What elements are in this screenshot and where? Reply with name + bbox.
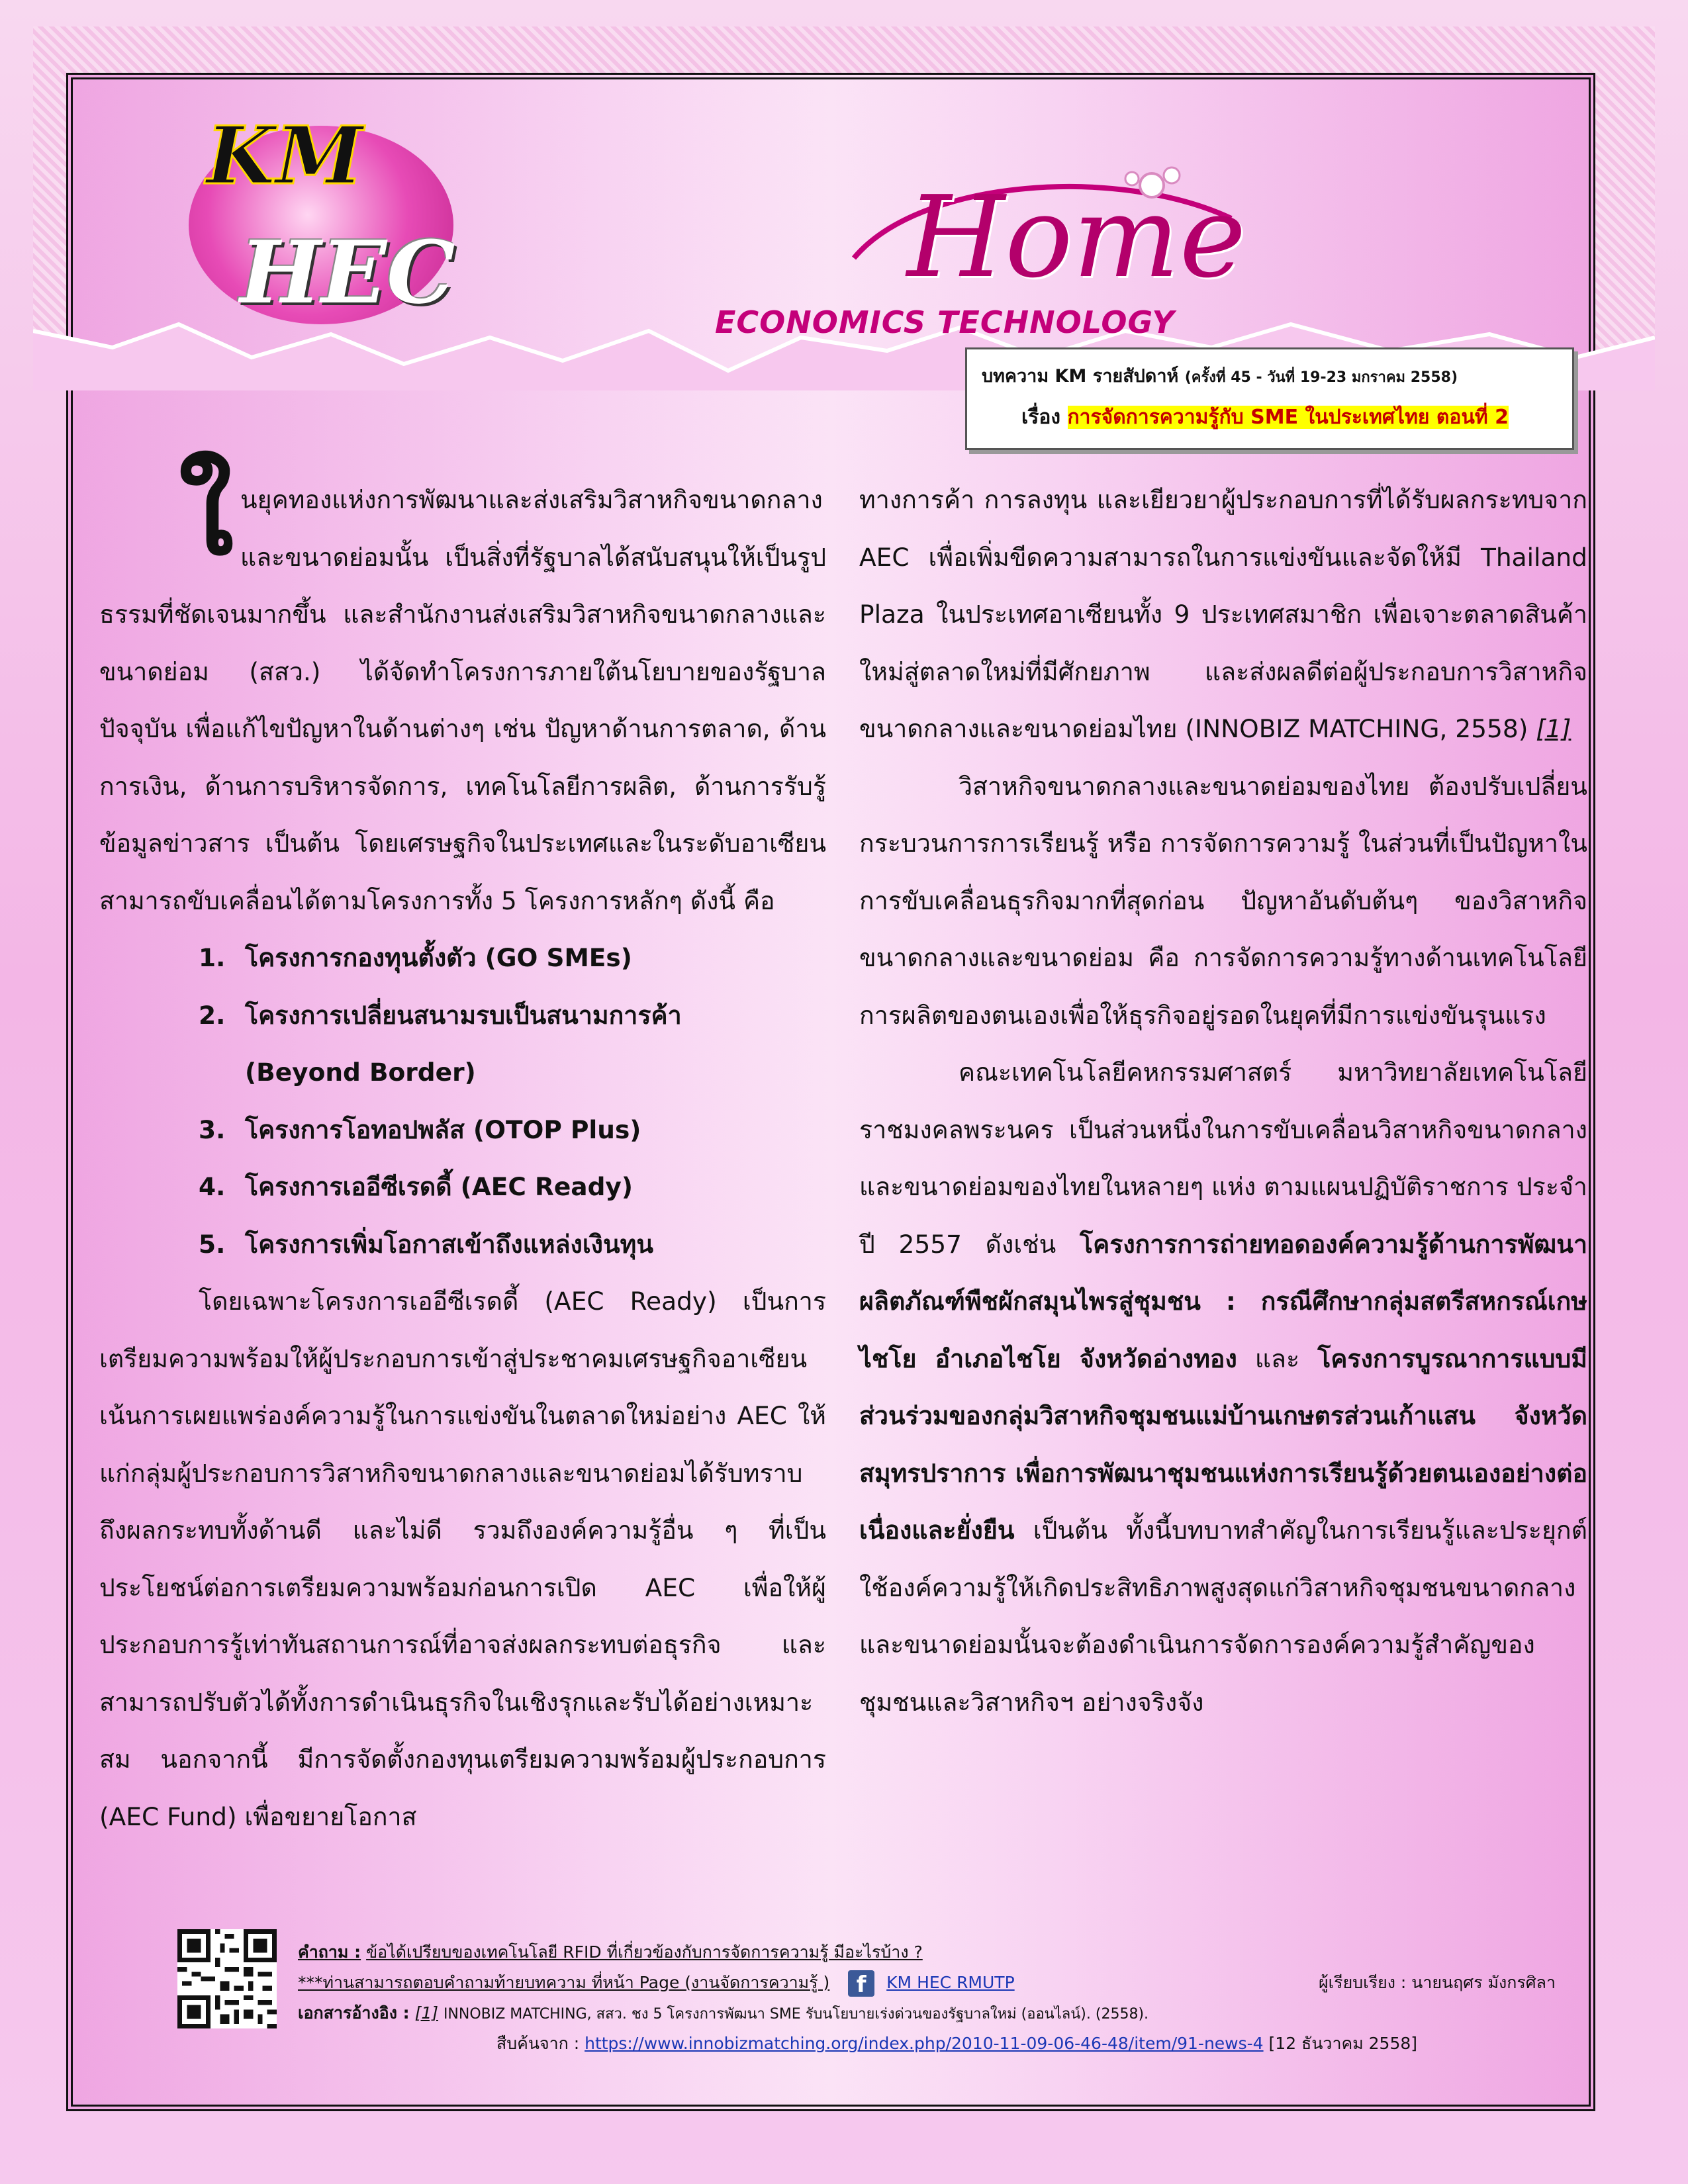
question-row xyxy=(298,1939,1556,1970)
continued-paragraph xyxy=(859,471,1587,758)
answer-note: ***ท่านสามารถตอบคำถามท้ายบทความ ที่หน้า Page (งานจัดการความรู้ ) xyxy=(298,1973,830,1992)
reference-text: INNOBIZ MATCHING, สสว. ชง 5 โครงการพัฒนา SME รับนโยบายเร่งด่วนของรัฐบาลใหม่ (ออนไลน์). (2558). xyxy=(443,2006,1149,2023)
faculty-paragraph xyxy=(859,1044,1587,1731)
intro-text: นยุคทองแห่งการพัฒนาและส่งเสริมวิสาหกิจขนาดกลางและขนาดย่อมนั้น เป็นสิ่งที่รัฐบาลได้สนับสนุนให้เป็นรูปธรรมที่ชัดเจนมากขึ้น และสำนักงานส่งเสริมวิสาหกิจขนาดกลางและขนาดย่อม (สสว.) ได้จัดทำโครงการภายใต้นโยบายของรัฐบาลปัจจุบัน เพื่อแก้ไขปัญหาในด้านต่างๆ เช่น ปัญหาด้านการตลาด, ด้านการเงิน, ด้านการบริหารจัดการ, เทคโนโลยีการผลิต, ด้านการรับรู้ข้อมูลข่าวสาร เป็นต้น โดยเศรษฐกิจในประเทศและในระดับอาเซียนสามารถขับเคลื่อนได้ตามโครงการทั้ง 5 โครงการหลักๆ ดังนี้ คือ xyxy=(99,485,826,915)
source-label: สืบค้นจาก : xyxy=(496,2034,580,2053)
right-column xyxy=(859,471,1587,1731)
home-logo-script: Home xyxy=(907,172,1246,303)
article-series-line xyxy=(982,361,1558,390)
project-list-item-2-cont: (Beyond Border) xyxy=(245,1058,476,1087)
question-label: คำถาม : xyxy=(298,1942,361,1962)
reference-link-1[interactable]: [1] xyxy=(1536,714,1571,743)
aec-ready-paragraph: โดยเฉพาะโครงการเออีซีเรดดี้ (AEC Ready) เป็นการเตรียมความพร้อมให้ผู้ประกอบการเข้าสู่ประชาคมเศรษฐกิจอาเซียน เน้นการเผยแพร่องค์ความรู้ในการแข่งขันในตลาดใหม่อย่าง AEC ให้แก่กลุ่มผู้ประกอบการวิสาหกิจขนาดกลางและขนาดย่อมได้รับทราบถึงผลกระทบทั้งด้านดี และไม่ดี รวมถึงองค์ความรู้อื่น ๆ ที่เป็นประโยชน์ต่อการเตรียมความพร้อมก่อนการเปิด AEC เพื่อให้ผู้ประกอบการรู้เท่าทันสถานการณ์ที่อาจส่งผลกระทบต่อธุรกิจ และสามารถปรับตัวได้ทั้งการดำเนินธุรกิจในเชิงรุกและรับได้อย่างเหมาะสม นอกจากนี้ มีการจัดตั้งกองทุนเตรียมความพร้อมผู้ประกอบการ (AEC Fund) เพื่อขยายโอกาส xyxy=(99,1287,826,1831)
project-list-item-5 xyxy=(99,1216,826,1273)
km-logo-text: KM xyxy=(206,109,363,203)
list-number: 5. xyxy=(199,1229,226,1259)
sme-learning-paragraph: วิสาหกิจขนาดกลางและขนาดย่อมของไทย ต้องปรับเปลี่ยนกระบวนการการเรียนรู้ หรือ การจัดการความรู้ ในส่วนที่เป็นปัญหาในการขับเคลื่อนธุรกิจมากที่สุดก่อน ปัญหาอันดับต้นๆ ของวิสาหกิจขนาดกลางและขนาดย่อม คือ การจัดการความรู้ทางด้านเทคโนโลยีการผลิตของตนเองเพื่อให้ธุรกิจอยู่รอดในยุคที่มีการแข่งขันรุนแรง xyxy=(859,771,1587,1030)
list-text: โครงการโอทอปพลัส (OTOP Plus) xyxy=(245,1115,641,1144)
source-row xyxy=(298,2030,1556,2061)
continued-text: ทางการค้า การลงทุน และเยียวยาผู้ประกอบการที่ได้รับผลกระทบจาก AEC เพื่อเพิ่มขีดความสามารถในการแข่งขันและจัดให้มี Thailand Plaza ในประเทศอาเซียนทั้ง 9 ประเทศสมาชิก เพื่อเจาะตลาดสินค้าใหม่สู่ตลาดใหม่ที่มีศักยภาพ และส่งผลดีต่อผู้ประกอบการวิสาหกิจขนาดกลางและขนาดย่อมไทย (INNOBIZ MATCHING, 2558) xyxy=(859,485,1587,743)
project-list-item-4 xyxy=(99,1158,826,1216)
qr-code-icon xyxy=(177,1929,277,2028)
article-info-box xyxy=(965,347,1574,450)
drop-cap: ใ xyxy=(179,448,234,580)
article-title-line xyxy=(982,402,1558,433)
list-text: โครงการเพิ่มโอกาสเข้าถึงแหล่งเงินทุน xyxy=(245,1229,653,1259)
list-number: 2. xyxy=(199,1000,226,1030)
project-name-2: โครงการบูรณาการแบบมีส่วนร่วมของกลุ่มวิสาหกิจชุมชนแม่บ้านเกษตรส่วนเก้าแสน จังหวัดสมุทรปราการ เพื่อการพัฒนาชุมชนแห่งการเรียนรู้ด้วยตนเองอย่างต่อเนื่องและยั่งยืน xyxy=(859,1343,1587,1545)
facebook-icon[interactable]: f xyxy=(848,1970,874,1997)
list-number: 3. xyxy=(199,1115,226,1144)
list-number: 4. xyxy=(199,1172,226,1201)
left-column xyxy=(99,448,826,1845)
reference-label: เอกสารอ้างอิง : xyxy=(298,2003,410,2023)
article-title: การจัดการความรู้กับ SME ในประเทศไทย ตอนที่ 2 xyxy=(1067,406,1509,429)
facebook-page-link[interactable]: KM HEC RMUTP xyxy=(886,1973,1015,1992)
intro-paragraph xyxy=(99,448,826,929)
project-list-item-3 xyxy=(99,1101,826,1159)
list-text: โครงการเออีซีเรดดี้ (AEC Ready) xyxy=(245,1172,633,1201)
answer-row xyxy=(298,1970,1556,2000)
footer xyxy=(298,1939,1556,2061)
project-list-item-1 xyxy=(99,929,826,987)
list-text: โครงการเปลี่ยนสนามรบเป็นสนามการค้า xyxy=(245,1000,682,1030)
author-credit: ผู้เรียบเรียง : นายนฤศร มังกรศิลา xyxy=(1318,1973,1556,1992)
series-issue: (ครั้งที่ 45 - วันที่ 19-23 มกราคม 2558) xyxy=(1184,369,1458,386)
hec-logo-text: HEC xyxy=(240,222,455,323)
faculty-text-e: เป็นต้น ทั้งนี้บทบาทสำคัญในการเรียนรู้และประยุกต์ใช้องค์ความรู้ให้เกิดประสิทธิภาพสูงสุดแก่วิสาหกิจชุมชนขนาดกลางและขนาดย่อมนั้นจะต้องดำเนินการจัดการองค์ความรู้สำคัญของชุมชนและวิสาหกิจฯ อย่างจริงจัง xyxy=(859,1516,1587,1717)
source-date: [12 ธันวาคม 2558] xyxy=(1268,2034,1418,2053)
reference-number: [1] xyxy=(414,2003,438,2023)
title-prefix: เรื่อง xyxy=(1021,406,1061,429)
project-name-1: โครงการการถ่ายทอดองค์ความรู้ด้านการพัฒนาผลิตภัณฑ์พืชผักสมุนไพรสู่ชุมชน : กรณีศึกษากลุ่มสตรีสหกรณ์เกษไชโย อำเภอไชโย จังหวัดอ่างทอง xyxy=(859,1229,1587,1373)
reference-row xyxy=(298,2000,1556,2030)
faculty-text-and: และ xyxy=(1254,1343,1300,1373)
faculty-text-a: คณะเทคโนโลยีคหกรรมศาสตร์ มหาวิทยาลัยเทคโนโลยีราชมงคลพระนคร เป็นส่วนหนึ่งในการขับเคลื่อนวิสาหกิจขนาดกลางและขนาดย่อมของไทยในหลายๆ แห่ง ตามแผนปฏิบัติราชการ ประจำปี 2557 ดังเช่น xyxy=(859,1058,1587,1259)
home-logo-subtitle: ECONOMICS TECHNOLOGY xyxy=(715,304,1175,340)
list-number: 1. xyxy=(199,943,226,972)
project-list-item-2 xyxy=(99,987,826,1044)
question-text: ข้อได้เปรียบของเทคโนโลยี RFID ที่เกี่ยวข้องกับการจัดการความรู้ มีอะไรบ้าง ? xyxy=(366,1942,923,1962)
source-url-link[interactable]: https://www.innobizmatching.org/index.php/2010-11-09-06-46-48/item/91-news-4 xyxy=(585,2034,1264,2053)
list-text: โครงการกองทุนตั้งตัว (GO SMEs) xyxy=(245,943,632,972)
series-label: บทความ KM รายสัปดาห์ xyxy=(982,366,1179,387)
